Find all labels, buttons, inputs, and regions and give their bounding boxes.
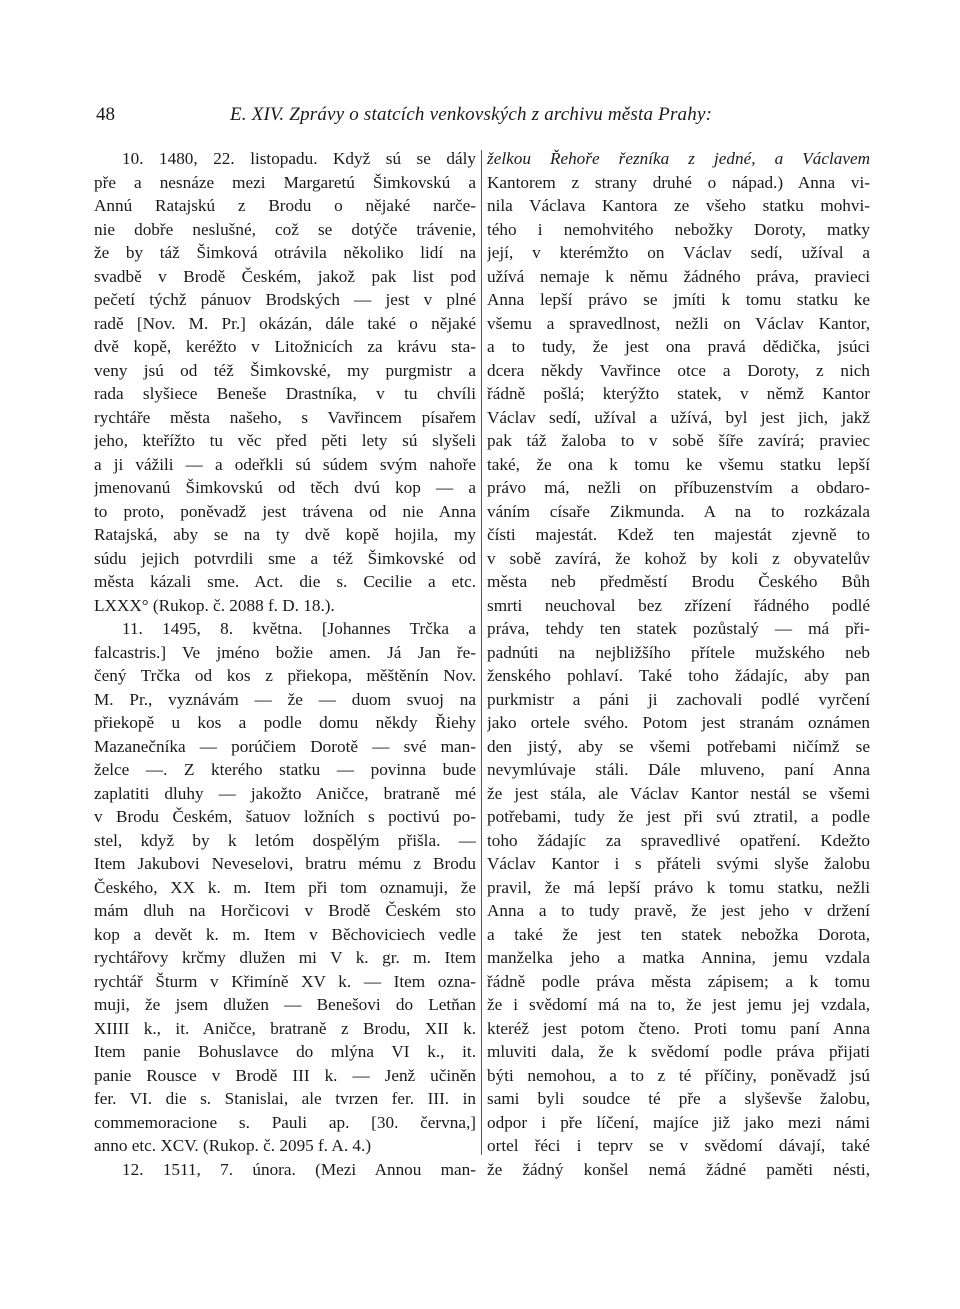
text-line: padnúti na nejbližšího přítele mužského neb (487, 642, 870, 662)
text-line: pře a nesnáze mezi Margaretú Šimkovskú a (94, 172, 476, 192)
text-line: kteréž jest potom čteno. Proti tomu paní Anna (487, 1018, 870, 1038)
text-line: Item panie Bohuslavce do mlýna VI k., it. (94, 1042, 476, 1061)
text-line: práva, tehdy ten statek pozůstalý — má při- (487, 619, 870, 638)
text-line: purkmistr a páni ji zachovali podlé vyrčení (487, 689, 870, 709)
text-line: den jistý, aby se všemi potřebami ničímž se (487, 736, 870, 756)
text-line: odpor i pře líčení, majíce již jako mezi námi (487, 1112, 870, 1132)
text-line: býti nemohou, a to z té příčiny, poněvadž jsú (487, 1065, 870, 1085)
text-line: Mazanečníka — porúčiem Dorotě — své man- (94, 736, 476, 756)
text-line: nila Václava Kantora ze všeho statku mohvi- (487, 196, 870, 215)
text-line: nie dobře neslušné, což se dotýče trávenie, (94, 219, 476, 239)
text-line: mám dluh na Horčicovi v Brodě Českém sto (94, 901, 476, 920)
text-line: sami byli soudce té pře a slyševše žalobu, (487, 1089, 870, 1108)
text-line: LXXX° (Rukop. č. 2088 f. D. 18.). (94, 595, 335, 615)
text-line: čený Trčka od kos z přiekopa, měštěnín Nov. (94, 666, 476, 685)
right-column (487, 147, 870, 1181)
text-line: dcera někdy Vavřince otce a Doroty, z nich (487, 360, 870, 380)
text-line: dvě kopě, keréžto v Litožnicích za krávu sta- (94, 337, 476, 356)
text-line: jako ortele svého. Potom jest stranám oznámen (487, 713, 870, 732)
text-line: Ratajská, aby se na ty dvě kopě hojila, my (94, 525, 476, 544)
text-line: radě [Nov. M. Pr.] okázán, dále také o nějaké (94, 313, 476, 333)
text-line: súdu jejich potvrdili sme a též Šimkovské od (94, 548, 476, 568)
text-line: že by táž Šimková otrávila několiko lidí na (94, 243, 476, 262)
text-line: Item Jakubovi Neveselovi, bratru mému z Brodu (94, 854, 476, 873)
text-line: všemu a spravedlnost, nežli on Václav Kantor, (487, 313, 870, 333)
text-line: města kázali sme. Act. die s. Cecilie a etc. (94, 572, 476, 591)
text-line: svadbě v Brodě Českém, jakož pak list pod (94, 266, 476, 286)
text-line: fer. VI. die s. Stanislai, ale tvrzen fer. III. in (94, 1089, 476, 1108)
text-line: pravil, že má lepší právo k tomu statku, nežli (487, 877, 870, 897)
text-line: a to tudy, že jest ona pravá dědička, jsúci (487, 337, 870, 356)
column-divider (481, 150, 482, 1155)
text-line: manželka jeho a matka Annina, jemu vzdala (487, 948, 870, 967)
text-line: tého i nemohvitého nebožky Doroty, matky (487, 219, 870, 239)
text-line: města neb předměstí Brodu Českého Bůh (487, 572, 870, 591)
text-line: Kantorem z strany druhé o nápad.) Anna vi- (487, 172, 870, 192)
left-column (94, 147, 476, 1181)
text-line: přiekopě u kos a podle domu někdy Řiehy (94, 713, 476, 732)
text-line: Anna lepší právo se jmíti k tomu statku ke (487, 290, 870, 309)
text-line: že žádný konšel nemá žádné paměti nésti, (487, 1159, 870, 1179)
text-line: řádně pošlá; kterýžto statek, v němž Kantor (487, 384, 870, 403)
text-line: nevymlúvaje stáli. Dále mluveno, paní Anna (487, 760, 870, 779)
text-line: smrti neuchoval bez zřízení řádného podlé (487, 595, 870, 615)
text-line: rada slyšiece Beneše Drastníka, v tu chvíli (94, 384, 476, 403)
text-line: 11. 1495, 8. května. [Johannes Trčka a (122, 619, 476, 638)
text-line: kop a devět k. m. Item v Běchoviciech vedle (94, 924, 476, 944)
text-line: právo má, nežli on příbuzenstvím a obdaro- (487, 478, 870, 497)
text-line: Českého, XX k. m. Item při tom oznamuji, že (94, 877, 476, 897)
text-line: stel, když by k letóm dospělým přišla. — (94, 830, 476, 850)
text-line: v Brodu Českém, šatuov ložních s poctivú po- (94, 807, 476, 826)
text-line: že i svědomí má na to, že jest jemu jej vzdala, (487, 995, 870, 1014)
text-line: také, že ona k tomu ke všemu statku lepší (487, 454, 870, 474)
text-line: v sobě zavírá, že kohož by koli z obyvatelův (487, 548, 870, 568)
text-line: toho žádajíc za spravedlivé opatření. Kdežto (487, 830, 870, 850)
text-line: to proto, poněvadž jest trávena od nie Anna (94, 501, 476, 521)
text-line: Václav Kantor i s přáteli svými slyše žalobu (487, 854, 870, 873)
text-line: rychtáře města našeho, s Vavřincem písařem (94, 407, 476, 427)
text-line: veny jsú od též Šimkovské, my purgmistr a (94, 360, 476, 380)
text-line: panie Rousce v Brodě III k. — Jenž učiněn (94, 1065, 476, 1085)
text-line: M. Pr., vyznávám — že — duom svuoj na (94, 689, 476, 709)
text-line: falcastris.] Ve jméno božie amen. Já Jan ře- (94, 642, 476, 662)
text-line: Annú Ratajskú z Brodu o nějaké narče- (94, 196, 476, 215)
text-line: zaplatiti dluhy — jakožto Aničce, bratraně mé (94, 783, 476, 803)
text-line: Václav sedí, užíval a užívá, byl jest jich, jakž (487, 407, 870, 427)
text-line: mluviti dala, že k svědomí podle práva přijati (487, 1042, 870, 1061)
text-line: commemoracione s. Pauli ap. [30. června,] (94, 1112, 476, 1132)
text-line: že jest stála, ale Václav Kantor nestál se všemi (487, 783, 870, 803)
text-line: Anna a to tudy pravě, že jest jeho v držení (487, 901, 870, 920)
text-line: a také že jest ten statek nebožka Dorota, (487, 924, 870, 944)
text-line: potřebami, tudy že jest při svú ztratil, a podle (487, 807, 870, 826)
text-line: 10. 1480, 22. listopadu. Když sú se dály (122, 149, 476, 168)
text-line: anno etc. XCV. (Rukop. č. 2095 f. A. 4.) (94, 1136, 372, 1155)
running-title: E. XIV. Zprávy o statcích venkovských z archivu města Prahy: (230, 104, 713, 125)
text-line: užívá nemaje k němu žádného práva, pravieci (487, 266, 870, 286)
text-line: rychtář Šturm v Křimíně XV k. — Item ozna- (94, 971, 476, 991)
text-line: ortel řéci i teprv se v svědomí dávají, také (487, 1136, 870, 1155)
text-line: řádně podle práva města zápisem; a k tomu (487, 971, 870, 991)
text-line: váním císaře Zikmunda. A na to rozkázala (487, 501, 870, 521)
text-line: XIIII k., it. Aničce, bratraně z Brodu, XII k. (94, 1018, 476, 1038)
text-line: a ji vážili — a odeřkli sú súdem svým nahoře (94, 454, 476, 474)
text-line: ženského pohlaví. Také toho žádajíc, aby pan (487, 666, 870, 685)
text-line: jmenovanú Šimkovskú od těch dvú kop — a (94, 478, 476, 497)
text-line: pečetí týchž pánuov Brodských — jest v plné (94, 290, 476, 309)
text-line: její, v kterémžto on Václav sedí, užíval a (487, 243, 870, 262)
page-header (96, 104, 878, 128)
text-line: čísti majestát. Kdež ten majestát zjevně to (487, 525, 870, 544)
text-line: muji, že jsem dlužen — Benešovi do Letňan (94, 995, 476, 1014)
text-line: pak táž žaloba to v sobě šíře zavírá; praviec (487, 431, 870, 450)
text-line: jeho, kteřížto tu věc před pěti lety sú slyšeli (94, 431, 476, 450)
text-line: želkou Řehoře řezníka z jedné, a Václavem (487, 149, 870, 168)
text-line: rychtářovy krčmy dlužen mi V k. gr. m. Item (94, 948, 476, 967)
page-number: 48 (96, 104, 115, 125)
text-line: želce —. Z kterého statku — povinna bude (94, 760, 476, 779)
text-line: 12. 1511, 7. února. (Mezi Annou man- (122, 1159, 476, 1179)
